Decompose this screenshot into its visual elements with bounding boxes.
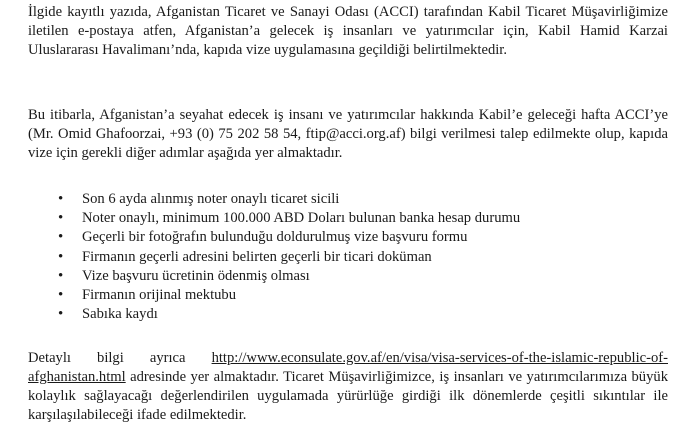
list-item [58,305,578,324]
econsulate-link[interactable]: http://www.econsulate.gov.af/en/visa/visa-services-of-the-islamic-republic-of-afghanistan.html [28,350,668,385]
list-item [58,286,578,305]
requirement-text: Vize başvuru ücretinin ödenmiş olması [82,267,310,284]
list-item [58,209,578,228]
details-rest-text: adresinde yer almaktadır. Ticaret Müşavirliğimizce, iş insanları ve yatırımcılarımıza büyük kolaylık sağlayacağı değerlendirilen uygulamada yürürlüğe girdiği ilk dönemlerde çeşitli sıkıntılar ile karşılaşılabileceği ifade edilmektedir. [28,369,668,423]
requirement-text: Firmanın geçerli adresini belirten geçerli bir ticari doküman [82,248,432,265]
intro-paragraph: İlgide kayıtlı yazıda, Afganistan Ticaret ve Sanayi Odası (ACCI) tarafından Kabil Ticaret Müşavirliğimize iletilen e-postaya atfen, Afganistan’a gelecek iş insanları ve yatırımcılar için, Kabil Hamid Karzai Uluslararası Havalimanı’nda, kapıda vize uygulamasına geçildiği belirtilmektedir. [28,4,668,58]
requirement-text: Geçerli bir fotoğrafın bulunduğu doldurulmuş vize başvuru formu [82,229,468,246]
details-intro-text: Detaylı bilgi ayrıca [28,350,212,366]
details-paragraph [28,349,668,425]
requirement-text: Sabıka kaydı [82,306,158,323]
bullet-icon: • [58,306,64,323]
list-item [58,190,578,209]
bullet-icon: • [58,287,64,304]
bullet-icon: • [58,267,64,284]
bullet-icon: • [58,229,64,246]
list-item [58,267,578,286]
contact-paragraph: Bu itibarla, Afganistan’a seyahat edecek iş insanı ve yatırımcılar hakkında Kabil’e geleceği hafta ACCI’ye (Mr. Omid Ghafoorzai, +93 (0) 75 202 58 54, ftip@acci.org.af) bilgi verilmesi talep edilmekte olup, kapıda vize için gerekli diğer adımlar aşağıda yer almaktadır. [28,107,668,161]
requirement-text: Noter onaylı, minimum 100.000 ABD Doları bulunan banka hesap durumu [82,210,521,227]
requirements-list [58,190,578,324]
bullet-icon: • [58,210,64,227]
list-item [58,248,578,267]
bullet-icon: • [58,248,64,265]
requirement-text: Firmanın orijinal mektubu [82,287,237,304]
requirement-text: Son 6 ayda alınmış noter onaylı ticaret sicili [82,191,340,207]
list-item [58,228,578,247]
bullet-icon: • [58,191,64,207]
